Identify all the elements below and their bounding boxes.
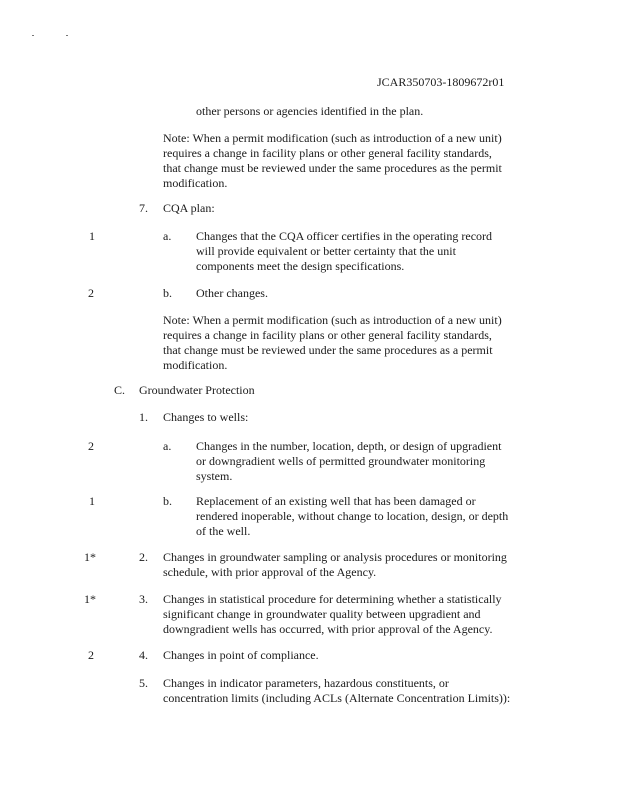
subitem-c1a-text: Changes in the number, location, depth, or design of upgradient or downgradient wells of permitted groundwater monitoring system. xyxy=(196,439,502,483)
subitem-7a-text: Changes that the CQA officer certifies in the operating record will provide equivalent or better certainty that the unit components meet the design specifications. xyxy=(196,229,493,273)
class-label: 2 xyxy=(88,648,94,662)
note-line: Note: When a permit modification (such as introduction of a new unit) xyxy=(163,313,502,327)
subitem-letter: a. xyxy=(163,439,172,453)
section-c-title: Groundwater Protection xyxy=(139,383,255,397)
subitem-letter: a. xyxy=(163,229,172,243)
section-c-letter: C. xyxy=(114,383,126,397)
note-line: that change must be reviewed under the same procedures as the permit xyxy=(163,161,502,175)
item-c4-number: 4. xyxy=(139,648,148,662)
item-7-title: CQA plan: xyxy=(163,201,215,215)
class-label: 1 xyxy=(89,494,95,508)
subitem-7b-text: Other changes. xyxy=(196,286,268,300)
note-line: Note: When a permit modification (such as introduction of a new unit) xyxy=(163,131,502,145)
item-c2-number: 2. xyxy=(139,550,148,564)
note-block-2 xyxy=(163,313,502,373)
continuation-text: other persons or agencies identified in the plan. xyxy=(196,104,424,118)
item-c3-text: Changes in statistical procedure for determining whether a statistically significant change in groundwater quality between upgradient and downgradient wells has occurred, with prior approval of the Agency. xyxy=(163,592,502,636)
item-c2-text: Changes in groundwater sampling or analysis procedures or monitoring schedule, with prior approval of the Agency. xyxy=(163,550,507,579)
subitem-c1b-text: Replacement of an existing well that has been damaged or rendered inoperable, without change to location, design, or depth of the well. xyxy=(196,494,509,538)
class-label: 1 xyxy=(89,229,95,243)
subitem-letter: b. xyxy=(163,494,172,508)
note-line: that change must be reviewed under the same procedures as a permit xyxy=(163,343,493,357)
item-c3-number: 3. xyxy=(139,592,148,606)
note-line: requires a change in facility plans or other general facility standards, xyxy=(163,328,492,342)
note-line: requires a change in facility plans or other general facility standards, xyxy=(163,146,492,160)
item-c5-text: Changes in indicator parameters, hazardous constituents, or concentration limits (including ACLs (Alternate Concentration Limits)): xyxy=(163,676,511,705)
subitem-letter: b. xyxy=(163,286,172,300)
note-line: modification. xyxy=(163,176,228,190)
class-label: 2 xyxy=(88,286,94,300)
class-label: 1* xyxy=(84,550,96,564)
note-line: modification. xyxy=(163,358,228,372)
class-label: 1* xyxy=(84,592,96,606)
scan-speck xyxy=(66,35,68,36)
item-c1-number: 1. xyxy=(139,410,148,424)
class-label: 2 xyxy=(88,439,94,453)
item-7-number: 7. xyxy=(139,201,148,215)
item-c4-text: Changes in point of compliance. xyxy=(163,648,319,662)
item-c5-number: 5. xyxy=(139,676,148,690)
document-id: JCAR350703-1809672r01 xyxy=(377,75,505,89)
scan-speck xyxy=(32,35,34,36)
note-block-1 xyxy=(163,131,502,191)
item-c1-title: Changes to wells: xyxy=(163,410,249,424)
